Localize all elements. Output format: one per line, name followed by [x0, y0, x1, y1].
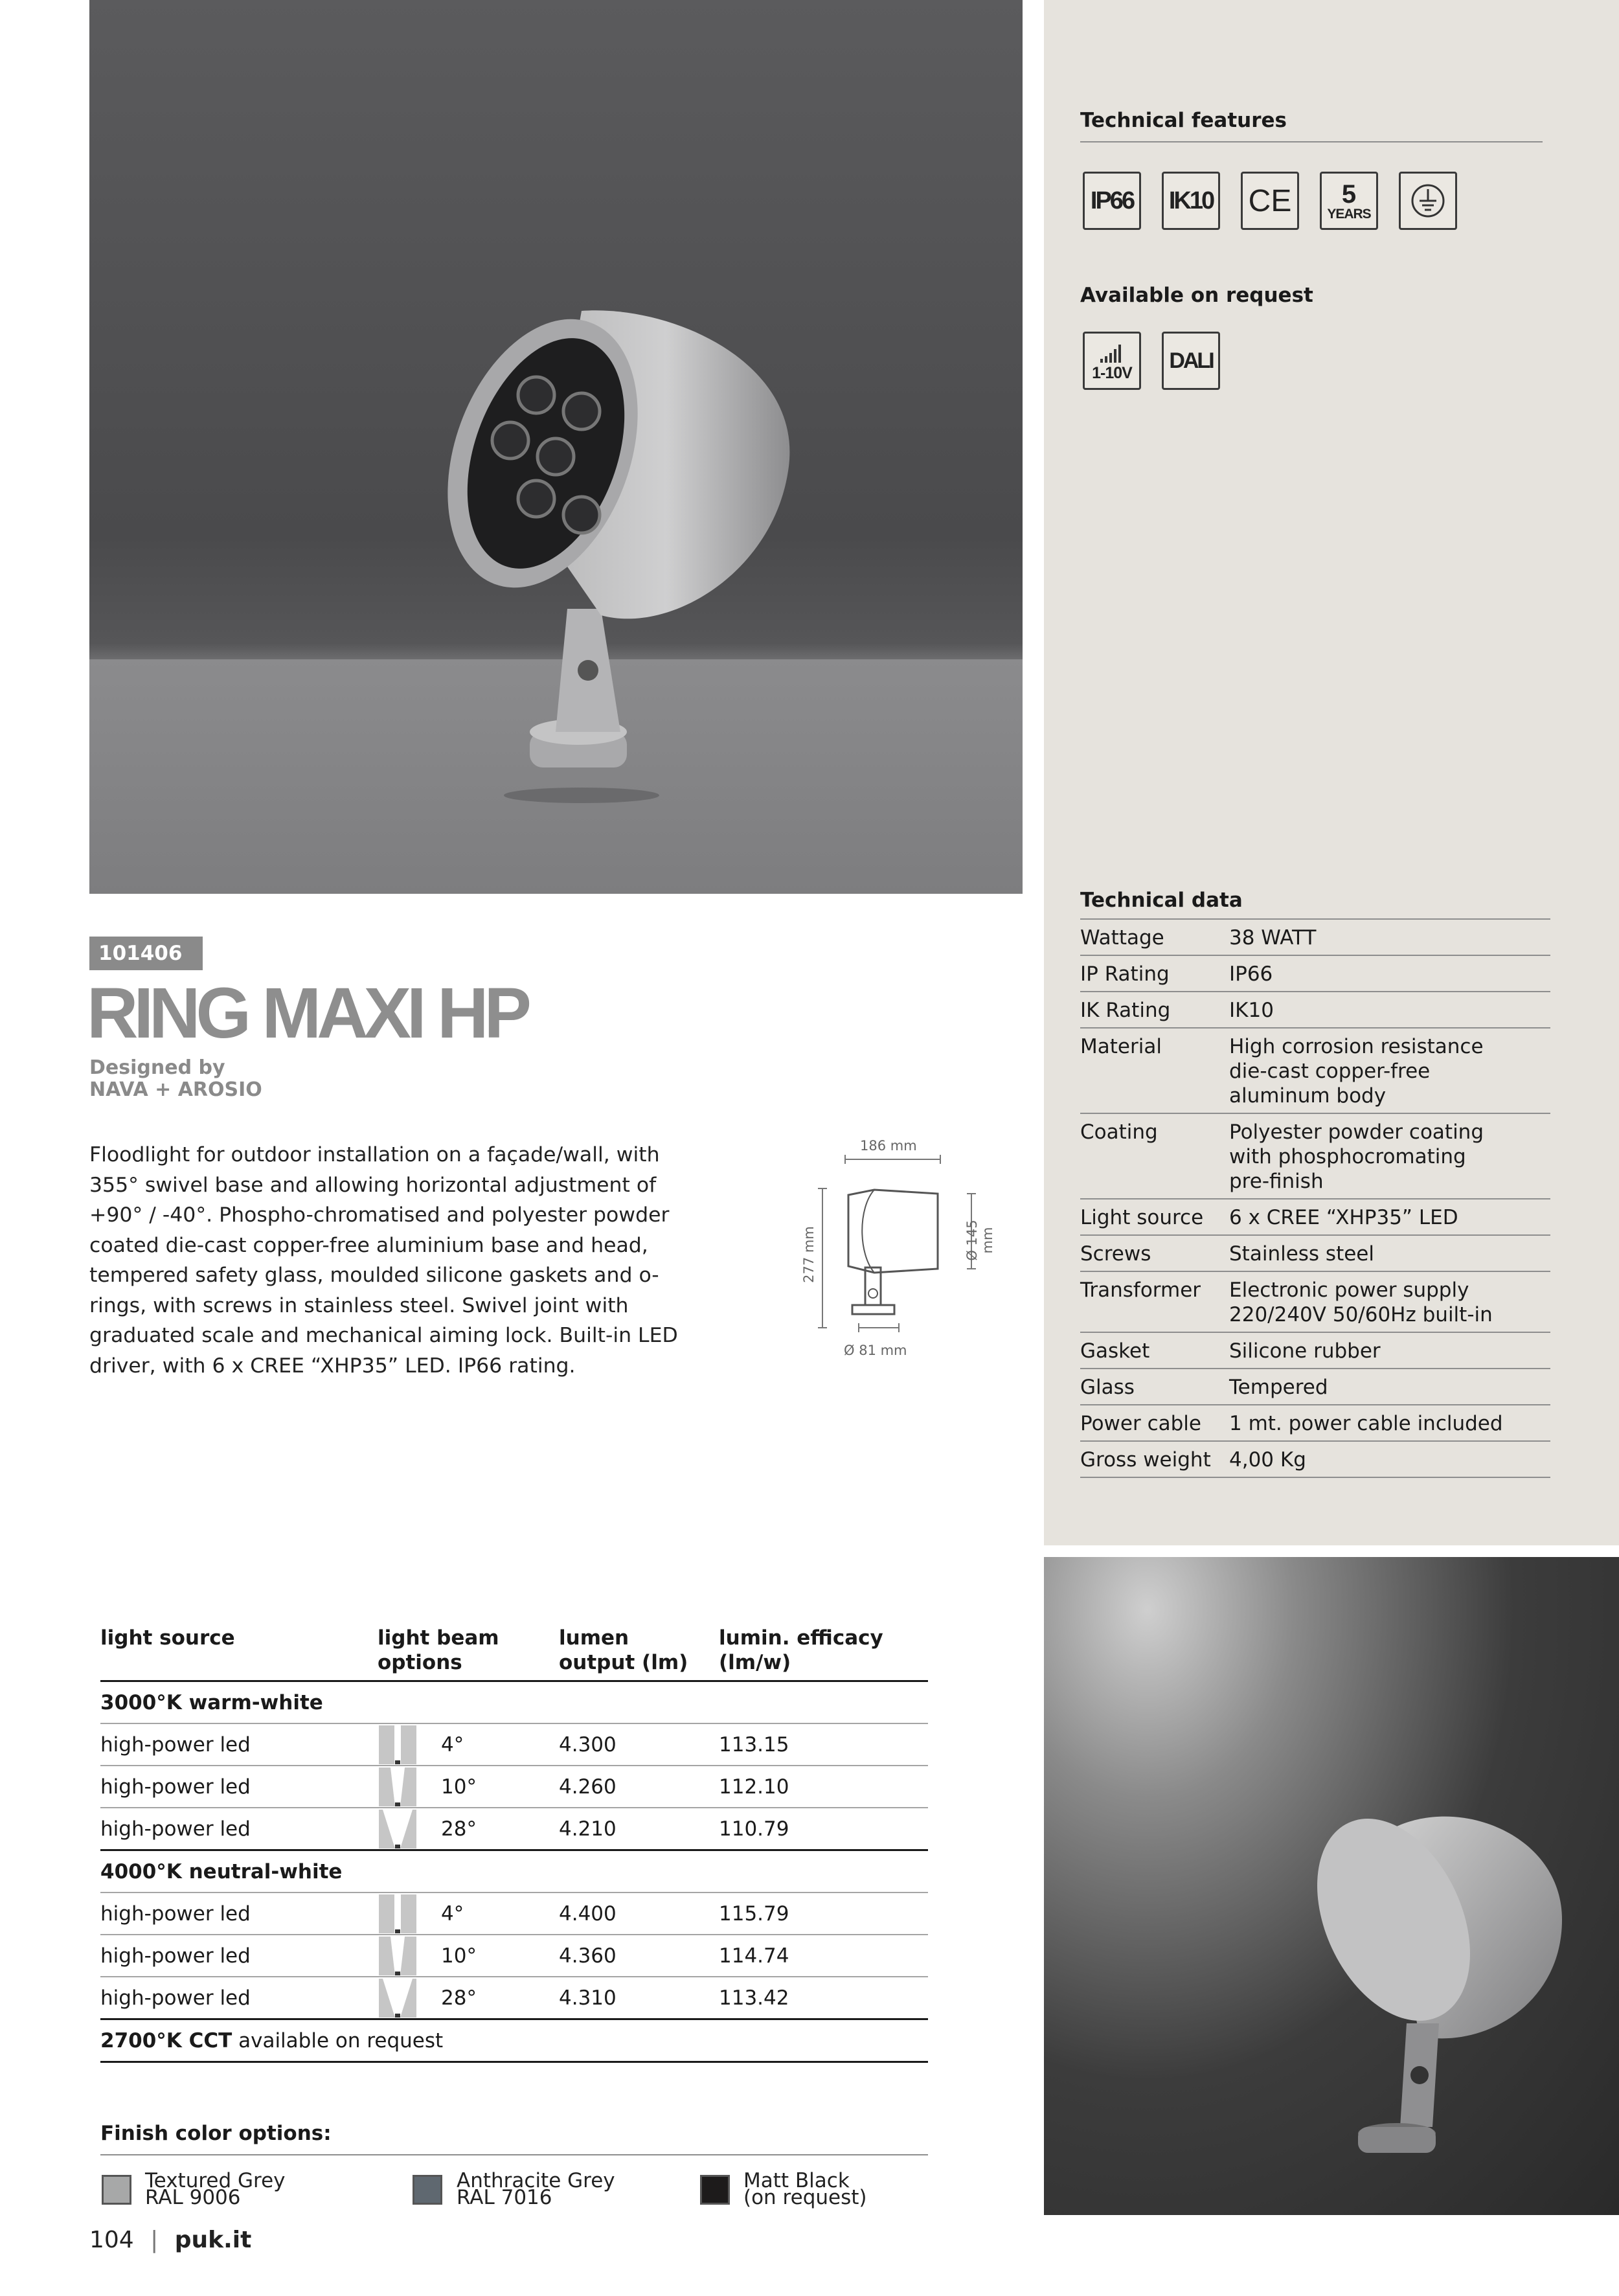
page-number: 104: [89, 2227, 134, 2253]
table-row: high-power led 28° 4.210 110.79: [100, 1808, 928, 1851]
dimension-base-diameter-label: Ø 81 mm: [844, 1343, 907, 1358]
table-row: high-power led 10° 4.360 114.74: [100, 1935, 928, 1977]
ambient-product-photo: [1044, 1557, 1619, 2215]
ce-mark-icon: CE: [1241, 172, 1299, 230]
table-row: high-power led 28° 4.310 113.42: [100, 1977, 928, 2020]
dimension-height-label: 277 mm: [801, 1226, 817, 1283]
designer-credit: [89, 1057, 262, 1101]
warranty-5-years-icon: [1320, 172, 1378, 230]
tech-row: Transformer Electronic power supply 220/240V 50/60Hz built-in: [1080, 1272, 1550, 1333]
designer-name: NAVA + AROSIO: [89, 1078, 262, 1101]
table-row: high-power led 10° 4.260 112.10: [100, 1766, 928, 1808]
dimension-drawing: [784, 1130, 995, 1370]
table-note-row: [100, 2020, 928, 2063]
beam-wide-icon: [379, 1810, 416, 1848]
tech-row: Screws Stainless steel: [1080, 1236, 1550, 1272]
divider: [100, 2154, 928, 2155]
warranty-years-label: YEARS: [1327, 206, 1371, 222]
cct-note-bold: 2700°K CCT: [100, 2029, 232, 2052]
table-row: high-power led 4° 4.400 115.79: [100, 1893, 928, 1935]
product-code: 101406: [89, 937, 203, 970]
beam-medium-icon: [379, 1767, 416, 1806]
dali-badge-icon: DALI: [1162, 332, 1220, 390]
table-header: light source light beam options lumen output (lm) lumin. efficacy (lm/w): [100, 1626, 928, 1682]
earth-ground-icon: [1399, 172, 1457, 230]
tech-row: Wattage 38 WATT: [1080, 920, 1550, 956]
finish-options-title: Finish color options:: [100, 2122, 332, 2145]
finish-option-label: Textured Grey RAL 9006: [145, 2169, 286, 2209]
footer-website: puk.it: [174, 2227, 252, 2253]
divider: [1080, 141, 1543, 142]
tech-row: Gross weight 4,00 Kg: [1080, 1442, 1550, 1478]
product-description: Floodlight for outdoor installation on a façade/wall, with 355° swivel base and allowing horizontal adjustment of +90° / -40°. Phospho-chromatised and polyester powder coated die-cast copper-free aluminium base and head, tempered safety glass, moulded silicone gaskets and o-rings, with screws in stainless steel. Swivel joint with graduated scale and mechanical aiming lock. Built-in LED driver, with 6 x CREE “XHP35” LED. IP66 rating.: [89, 1143, 678, 1378]
tech-row: IK Rating IK10: [1080, 992, 1550, 1029]
product-title: RING MAXI HP: [87, 973, 527, 1053]
light-source-table: [100, 1626, 928, 2063]
dimension-width-label: 186 mm: [860, 1138, 917, 1154]
technical-data-table: [1080, 918, 1550, 1478]
technical-data-title: Technical data: [1080, 889, 1243, 912]
table-row: high-power led 4° 4.300 113.15: [100, 1724, 928, 1766]
beam-medium-icon: [379, 1937, 416, 1975]
hero-product-photo: [89, 0, 1023, 894]
tech-row: Glass Tempered: [1080, 1369, 1550, 1405]
footer-separator: |: [150, 2227, 159, 2253]
tech-row: IP Rating IP66: [1080, 956, 1550, 992]
available-on-request-title: Available on request: [1080, 284, 1313, 307]
finish-option-label: Anthracite Grey RAL 7016: [457, 2169, 615, 2209]
technical-features-title: Technical features: [1080, 109, 1287, 132]
finish-option-label: Matt Black (on request): [743, 2169, 867, 2209]
swatch-matt-black: [700, 2175, 730, 2205]
tech-row: Light source 6 x CREE “XHP35” LED: [1080, 1199, 1550, 1236]
tech-row: Material High corrosion resistance die-cast copper-free aluminum body: [1080, 1029, 1550, 1114]
table-group-row: 3000°K warm-white: [100, 1682, 928, 1724]
dimming-1-10v-label: 1-10V: [1092, 364, 1132, 382]
swatch-anthracite-grey: [413, 2175, 442, 2205]
swatch-textured-grey: [102, 2175, 131, 2205]
ip66-badge-icon: IP66: [1083, 172, 1141, 230]
dimming-1-10v-icon: [1083, 332, 1141, 390]
tech-row: Coating Polyester powder coating with phosphocromating pre-finish: [1080, 1114, 1550, 1199]
dimension-head-diameter-label: Ø 145 mm: [964, 1220, 995, 1261]
cct-note-text: available on request: [232, 2029, 444, 2052]
floodlight-illustration: [89, 0, 1023, 894]
page-footer: [89, 2227, 251, 2253]
warranty-years-number: 5: [1341, 179, 1357, 209]
ik10-badge-icon: IK10: [1162, 172, 1220, 230]
beam-wide-icon: [379, 1979, 416, 2018]
beam-narrow-icon: [379, 1894, 416, 1933]
table-group-row: 4000°K neutral-white: [100, 1851, 928, 1893]
designed-by-label: Designed by: [89, 1056, 225, 1079]
tech-row: Gasket Silicone rubber: [1080, 1333, 1550, 1369]
tech-row: Power cable 1 mt. power cable included: [1080, 1405, 1550, 1442]
beam-narrow-icon: [379, 1725, 416, 1764]
